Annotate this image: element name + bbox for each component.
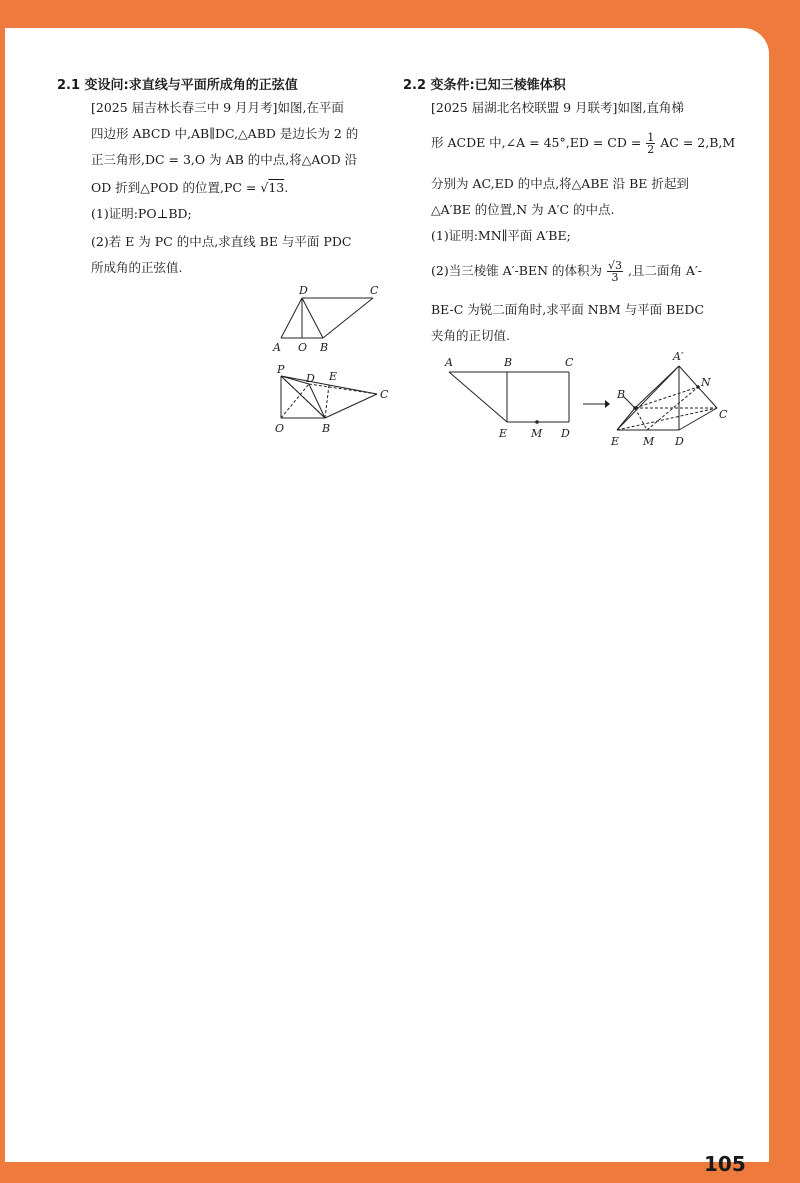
fig4-label-D: D xyxy=(675,435,684,448)
fig2-label-E: E xyxy=(329,370,338,383)
fig1-label-A: A xyxy=(273,341,281,354)
fig4-label-B: B xyxy=(617,388,626,401)
problem-2-1-part2-line1: (2)若 E 为 PC 的中点,求直线 BE 与平面 PDC xyxy=(91,234,352,249)
problem-2-2-part2-post: ,且二面角 A′- xyxy=(627,263,703,278)
figure-trapezoid-acde xyxy=(441,354,581,444)
fig2-label-P: P xyxy=(277,364,285,376)
fig2-label-C: C xyxy=(380,388,389,401)
problem-2-1-part2-line2: 所成角的正弦值. xyxy=(91,260,183,275)
problem-2-2-line4: △A′BE 的位置,N 为 A′C 的中点. xyxy=(431,202,615,217)
fig3-label-A: A xyxy=(445,356,453,369)
page-sheet xyxy=(5,28,769,1176)
problem-2-2-part2-line1 xyxy=(431,260,702,283)
page-number: 105 xyxy=(704,1152,746,1176)
problem-2-2-part1: (1)证明:MN∥平面 A′BE; xyxy=(431,228,571,243)
fig2-label-D: D xyxy=(306,372,315,385)
fraction-numerator: 1 xyxy=(647,131,655,144)
fig2-label-B: B xyxy=(322,422,331,435)
fig1-label-B: B xyxy=(320,341,329,354)
fraction-root3-over-3 xyxy=(607,260,623,283)
fraction-denominator: 3 xyxy=(611,271,619,284)
problem-2-2-part2-line3: 夹角的正切值. xyxy=(431,328,510,343)
problem-2-2-line2-pre: 形 ACDE 中,∠A = 45°,ED = CD = xyxy=(431,135,642,150)
problem-2-2-part2-line2: BE-C 为锐二面角时,求平面 NBM 与平面 BEDC xyxy=(431,302,705,317)
problem-2-2-line2-post: AC = 2,B,M xyxy=(660,135,736,150)
problem-2-1-line4-pre: OD 折到△POD 的位置,PC = √ xyxy=(91,180,269,195)
problem-2-1-line4-post: . xyxy=(284,180,289,195)
fig1-label-D: D xyxy=(299,284,308,297)
fig3-label-M: M xyxy=(531,427,543,440)
problem-2-1-line2: 四边形 ABCD 中,AB∥DC,△ABD 是边长为 2 的 xyxy=(91,126,359,141)
arrow-right-icon xyxy=(581,398,611,410)
problem-2-2-part2-pre: (2)当三棱锥 A′-BEN 的体积为 xyxy=(431,263,602,278)
fraction-denominator: 2 xyxy=(647,143,655,156)
problem-2-1-line4-radicand: 13 xyxy=(268,180,285,195)
fig4-label-C: C xyxy=(719,408,728,421)
fig1-label-O: O xyxy=(298,341,308,354)
problem-2-2-line1: [2025 届湖北名校联盟 9 月联考]如图,直角梯 xyxy=(431,100,684,115)
figure-folded-pyramid xyxy=(609,348,734,450)
fig1-label-C: C xyxy=(370,284,379,297)
fig3-label-C: C xyxy=(565,356,574,369)
fig3-label-D: D xyxy=(561,427,570,440)
problem-2-1-heading: 2.1 变设问:求直线与平面所成角的正弦值 xyxy=(57,78,298,93)
fraction-one-half xyxy=(646,132,655,155)
problem-2-2-line2 xyxy=(431,132,735,155)
fig2-label-O: O xyxy=(275,422,285,435)
fig3-label-B: B xyxy=(504,356,513,369)
problem-2-2-line3: 分别为 AC,ED 的中点,将△ABE 沿 BE 折起到 xyxy=(431,176,689,191)
figure-folded-solid-pobcd xyxy=(269,364,404,438)
problem-2-1-line1: [2025 届吉林长春三中 9 月月考]如图,在平面 xyxy=(91,100,344,115)
problem-2-1-line3: 正三角形,DC = 3,O 为 AB 的中点,将△AOD 沿 xyxy=(91,152,358,167)
fig3-label-E: E xyxy=(499,427,508,440)
problem-2-2-heading: 2.2 变条件:已知三棱锥体积 xyxy=(403,78,566,93)
problem-2-1-part1: (1)证明:PO⊥BD; xyxy=(91,206,192,221)
fig4-label-E: E xyxy=(611,435,620,448)
fraction-numerator: √3 xyxy=(607,259,622,272)
figure-quadrilateral-abcd xyxy=(269,284,404,358)
fig4-label-M: M xyxy=(643,435,655,448)
fig4-label-N: N xyxy=(701,376,711,389)
fig4-label-A-prime: A′ xyxy=(673,350,684,363)
problem-2-1-line4 xyxy=(91,178,288,198)
